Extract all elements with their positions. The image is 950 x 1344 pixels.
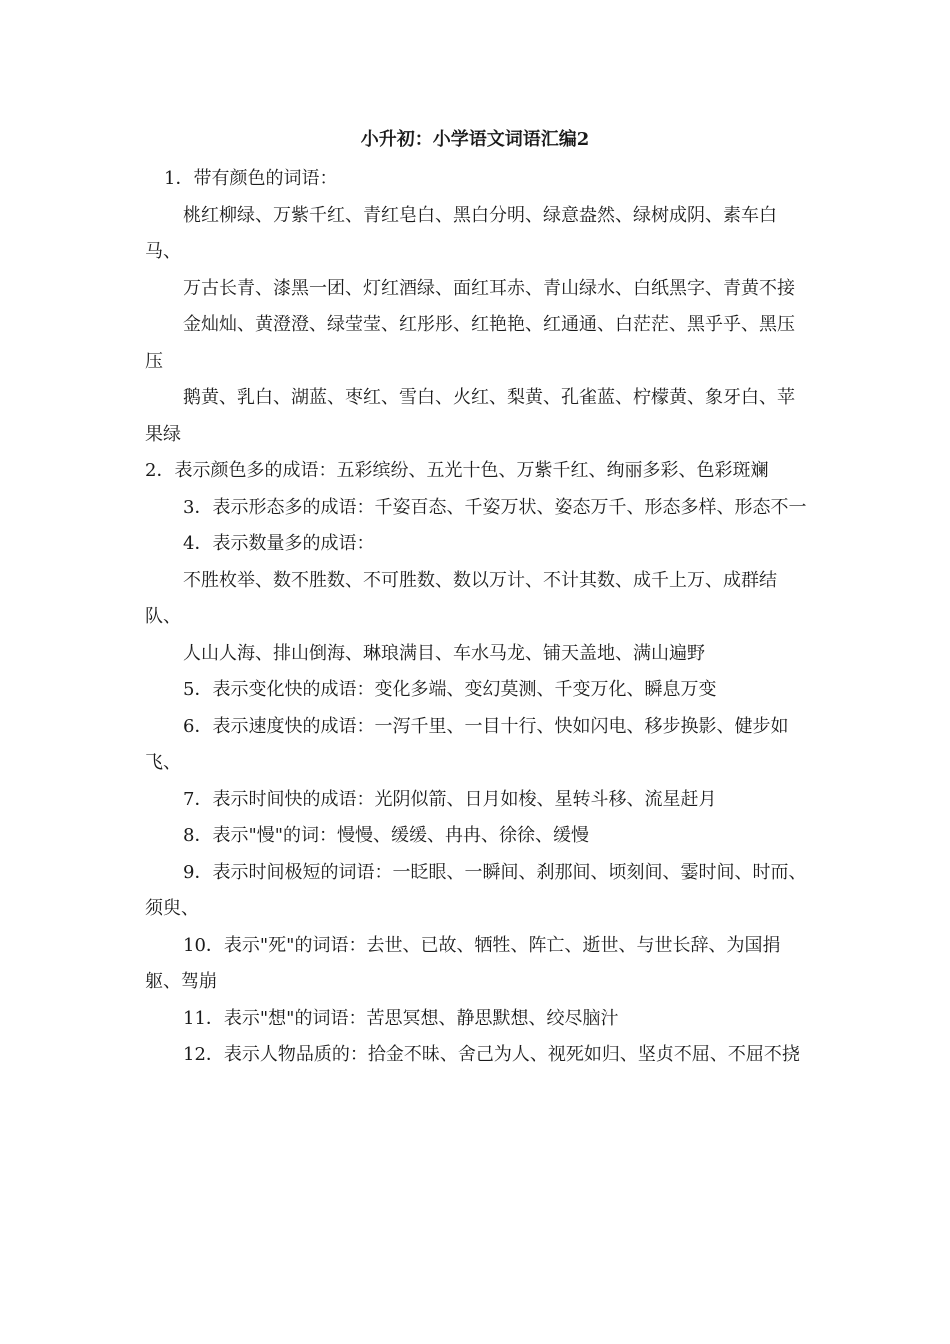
paragraph-15: 9．表示时间极短的词语：一眨眼、一瞬间、刹那间、顷刻间、霎时间、时而、须臾、	[145, 861, 807, 919]
paragraph-16: 10．表示"死"的词语：去世、已故、牺牲、阵亡、逝世、与世长辞、为国捐躯、驾崩	[145, 934, 781, 992]
paragraph-6: 2．表示颜色多的成语：五彩缤纷、五光十色、万紫千红、绚丽多彩、色彩斑斓	[145, 460, 769, 481]
paragraph-3: 万古长青、漆黑一团、灯红酒绿、面红耳赤、青山绿水、白纸黑字、青黄不接	[183, 277, 795, 299]
document-body	[145, 161, 810, 1074]
paragraph-5: 鹅黄、乳白、湖蓝、枣红、雪白、火红、梨黄、孔雀蓝、柠檬黄、象牙白、苹果绿	[145, 387, 795, 445]
paragraph-10: 人山人海、排山倒海、琳琅满目、车水马龙、铺天盖地、满山遍野	[183, 642, 705, 664]
paragraph-11: 5．表示变化快的成语：变化多端、变幻莫测、千变万化、瞬息万变	[183, 679, 717, 700]
paragraph-2: 桃红柳绿、万紫千红、青红皂白、黑白分明、绿意盎然、绿树成阴、素车白马、	[145, 204, 777, 262]
paragraph-7: 3．表示形态多的成语：千姿百态、千姿万状、姿态万千、形态多样、形态不一	[183, 496, 807, 518]
page-title: 小升初：小学语文词语汇编2	[360, 129, 590, 150]
paragraph-18: 12．表示人物品质的：拾金不昧、舍己为人、视死如归、坚贞不屈、不屈不挠	[183, 1044, 800, 1065]
paragraph-14: 8．表示"慢"的词：慢慢、缓缓、冉冉、徐徐、缓慢	[183, 825, 590, 846]
paragraph-8: 4．表示数量多的成语：	[183, 533, 375, 554]
paragraph-17: 11．表示"想"的词语：苦思冥想、静思默想、绞尽脑汁	[183, 1007, 619, 1029]
paragraph-9: 不胜枚举、数不胜数、不可胜数、数以万计、不计其数、成千上万、成群结队、	[145, 569, 777, 627]
paragraph-4: 金灿灿、黄澄澄、绿莹莹、红彤彤、红艳艳、红通通、白茫茫、黑乎乎、黑压压	[145, 314, 795, 372]
paragraph-13: 7．表示时间快的成语：光阴似箭、日月如梭、星转斗移、流星赶月	[183, 788, 717, 810]
paragraph-12: 6．表示速度快的成语：一泻千里、一目十行、快如闪电、移步换影、健步如飞、	[145, 715, 789, 773]
paragraph-1: 1．带有颜色的词语：	[164, 168, 338, 189]
